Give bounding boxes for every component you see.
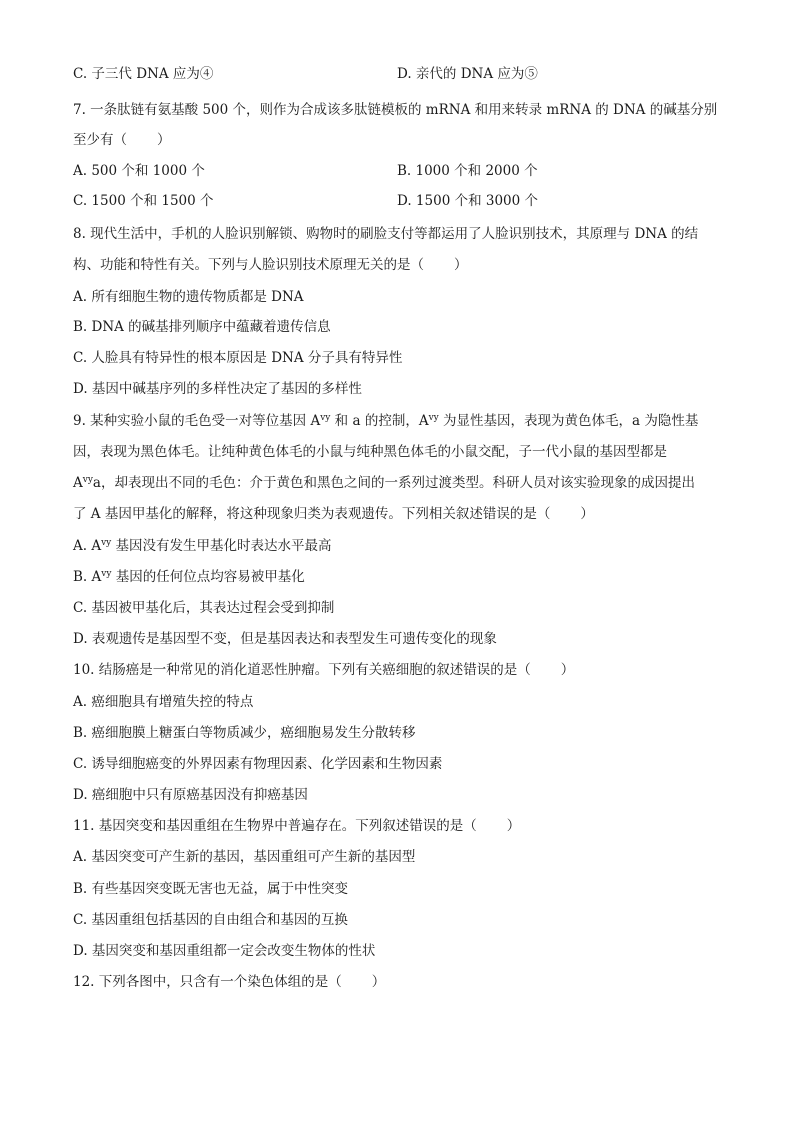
q9-stem-line4: 了 A 基因甲基化的解释，将这种现象归类为表观遗传。下列相关叙述错误的是（ ）	[73, 506, 594, 522]
q10-stem: 10. 结肠癌是一种常见的消化道恶性肿瘤。下列有关癌细胞的叙述错误的是（ ）	[73, 662, 575, 678]
q9-option-a: A. $A^{vy}$ 基因没有发生甲基化时表达水平最高	[73, 538, 332, 554]
q8-option-c: C. 人脸具有特异性的根本原因是 DNA 分子具有特异性	[73, 350, 403, 366]
q11-option-b: B. 有些基因突变既无害也无益，属于中性突变	[73, 881, 349, 897]
q10-option-a: A. 癌细胞具有增殖失控的特点	[73, 694, 254, 710]
q11-stem: 11. 基因突变和基因重组在生物界中普遍存在。下列叙述错误的是（ ）	[73, 818, 521, 834]
q8-option-b: B. DNA 的碱基排列顺序中蕴藏着遗传信息	[73, 319, 331, 335]
q8-stem-line1: 8. 现代生活中，手机的人脸识别解锁、购物时的刷脸支付等都运用了人脸识别技术，其原理与 DNA 的结	[73, 226, 699, 242]
q9-option-b: B. $A^{vy}$ 基因的任何位点均容易被甲基化	[73, 569, 305, 585]
q6-option-d: D. 亲代的 DNA 应为⑤	[397, 66, 538, 82]
q10-option-b: B. 癌细胞膜上糖蛋白等物质减少，癌细胞易发生分散转移	[73, 725, 416, 741]
q11-option-d: D. 基因突变和基因重组都一定会改变生物体的性状	[73, 943, 376, 959]
q10-option-c: C. 诱导细胞癌变的外界因素有物理因素、化学因素和生物因素	[73, 756, 443, 772]
q8-option-d: D. 基因中碱基序列的多样性决定了基因的多样性	[73, 381, 362, 397]
q9-stem-line1: 9. 某种实验小鼠的毛色受一对等位基因 $A^{vy}$ 和 a 的控制，$A^{vy}$ 为显性基因，表现为黄色体毛，a 为隐性基	[73, 413, 699, 429]
q8-option-a: A. 所有细胞生物的遗传物质都是 DNA	[73, 289, 304, 305]
q12-stem: 12. 下列各图中，只含有一个染色体组的是（ ）	[73, 974, 386, 990]
q9-stem-line2: 因，表现为黑色体毛。让纯种黄色体毛的小鼠与纯种黑色体毛的小鼠交配，子一代小鼠的基因型都是	[73, 444, 667, 460]
q7-option-c: C. 1500 个和 1500 个	[73, 193, 214, 209]
q7-stem-line2: 至少有（ ）	[73, 132, 171, 148]
q8-stem-line2: 构、功能和特性有关。下列与人脸识别技术原理无关的是（ ）	[73, 257, 468, 273]
q10-option-d: D. 癌细胞中只有原癌基因没有抑癌基因	[73, 787, 308, 803]
q7-option-d: D. 1500 个和 3000 个	[397, 193, 539, 209]
q9-option-d: D. 表观遗传是基因型不变，但是基因表达和表型发生可遗传变化的现象	[73, 631, 497, 647]
q7-option-b: B. 1000 个和 2000 个	[397, 163, 538, 179]
q7-stem-line1: 7. 一条肽链有氨基酸 500 个，则作为合成该多肽链模板的 mRNA 和用来转录 mRNA 的 DNA 的碱基分别	[73, 102, 718, 118]
q9-option-c: C. 基因被甲基化后，其表达过程会受到抑制	[73, 600, 335, 616]
q7-option-a: A. 500 个和 1000 个	[73, 163, 205, 179]
q11-option-c: C. 基因重组包括基因的自由组合和基因的互换	[73, 912, 348, 928]
q11-option-a: A. 基因突变可产生新的基因，基因重组可产生新的基因型	[73, 849, 416, 865]
q6-option-c: C. 子三代 DNA 应为④	[73, 66, 214, 82]
q9-stem-line3: $A^{vy}a$，却表现出不同的毛色：介于黄色和黑色之间的一系列过渡类型。科研人员对该实验现象的成因提出	[73, 475, 695, 491]
